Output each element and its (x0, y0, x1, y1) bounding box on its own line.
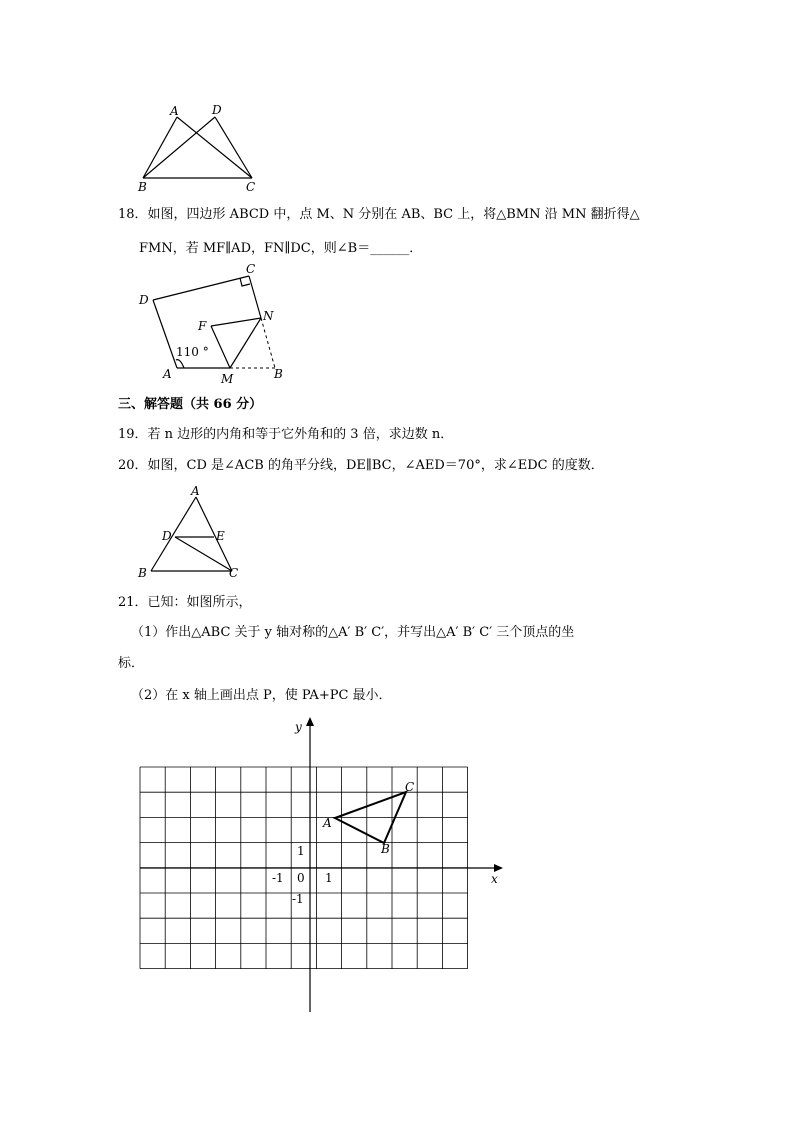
q18-line-2: FMN，若 MF∥AD，FN∥DC，则∠B＝______． (139, 241, 423, 256)
y-axis-arrow (306, 717, 314, 726)
label-A: A (163, 367, 172, 381)
label-B: B (138, 566, 147, 580)
label-M: M (221, 372, 234, 386)
label-C: C (246, 180, 256, 194)
q21-part1-line1: （1）作出△ABC 关于 y 轴对称的△A′ B′ C′，并写出△A′ B′ C′ 三个顶点的坐 (131, 625, 575, 640)
label-C: C (229, 566, 239, 580)
q21-part2: （2）在 x 轴上画出点 P，使 PA+PC 最小． (131, 688, 392, 703)
label-A: A (170, 104, 179, 118)
label-C: C (246, 262, 256, 276)
q19-text: 19．若 n 边形的内角和等于它外角和的 3 倍，求边数 n． (118, 427, 454, 442)
label-A: A (191, 484, 200, 498)
q21-part1-line2: 标． (118, 656, 145, 671)
label-D: D (162, 529, 172, 543)
label-B: B (274, 367, 283, 381)
point-A-label: A (323, 816, 332, 830)
label-D: D (212, 103, 222, 117)
tick-pos-y: 1 (297, 844, 305, 858)
q18-line-1: 18．如图，四边形 ABCD 中，点 M、N 分别在 AB、BC 上，将△BMN 沿 MN 翻折得△ (118, 207, 640, 222)
x-axis-arrow (494, 864, 503, 872)
label-B: B (138, 180, 147, 194)
angle-label: 110 ° (176, 345, 209, 359)
point-C-label: C (405, 780, 415, 794)
label-E: E (216, 529, 225, 543)
tick-neg-x: -1 (272, 871, 284, 885)
tick-neg-y: -1 (292, 892, 304, 906)
label-F: F (198, 319, 207, 333)
label-D: D (139, 293, 149, 307)
axis-y-label: y (295, 720, 302, 734)
origin-label: 0 (297, 871, 305, 885)
axis-x-label: x (491, 872, 498, 886)
tick-pos-x: 1 (325, 871, 333, 885)
q21-intro: 21．已知：如图所示， (118, 595, 252, 610)
label-N: N (263, 309, 274, 323)
q20-text: 20．如图，CD 是∠ACB 的角平分线，DE∥BC，∠AED＝70°，求∠EDC 的度数． (118, 458, 604, 473)
section-title: 三、解答题（共 66 分） (118, 397, 263, 412)
point-B-label: B (381, 842, 390, 856)
